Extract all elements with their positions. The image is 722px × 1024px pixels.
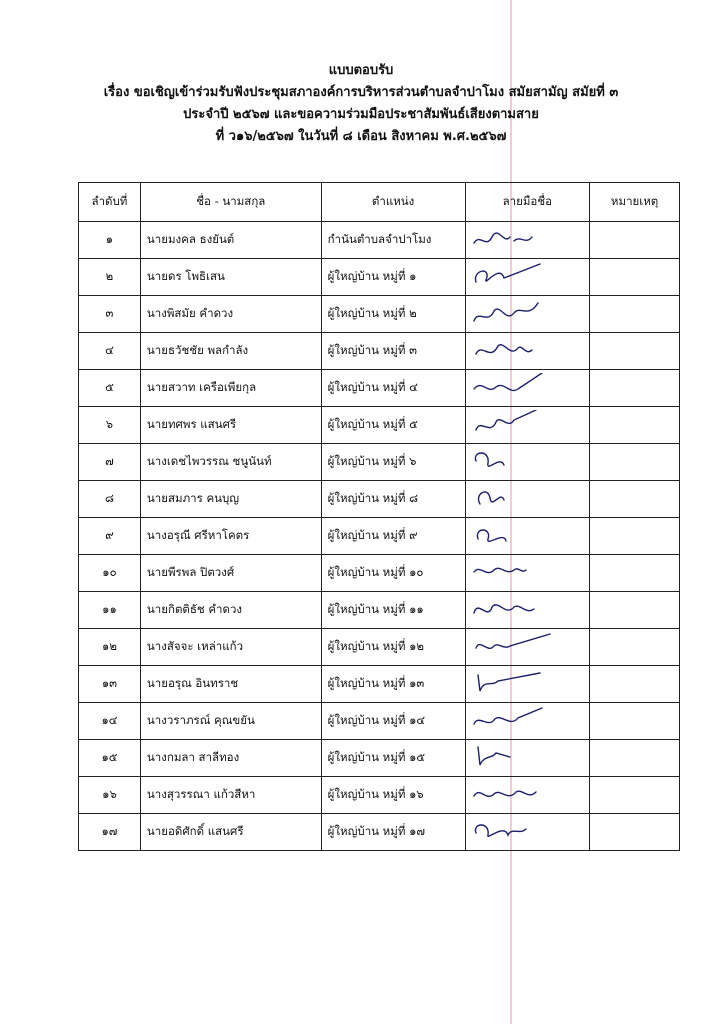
row-position: ผู้ใหญ่บ้าน หมู่ที่ ๑๐: [321, 555, 465, 592]
row-name: นางสุวรรณา แก้วสีหา: [140, 777, 321, 814]
row-number: ๓: [79, 296, 141, 333]
row-position: ผู้ใหญ่บ้าน หมู่ที่ ๓: [321, 333, 465, 370]
row-number: ๑๖: [79, 777, 141, 814]
table-row: [79, 740, 680, 777]
row-remark: [590, 296, 680, 333]
row-number: ๑๐: [79, 555, 141, 592]
header-signature: ลายมือชื่อ: [465, 183, 590, 222]
table-body: [79, 222, 680, 851]
row-name: นางสัจจะ เหล่าแก้ว: [140, 629, 321, 666]
row-remark: [590, 222, 680, 259]
handwritten-signature: [470, 262, 580, 292]
handwritten-signature: [470, 447, 580, 477]
table-row: [79, 444, 680, 481]
table-row: [79, 666, 680, 703]
row-signature: [465, 777, 590, 814]
handwritten-signature: [470, 595, 580, 625]
row-signature: [465, 555, 590, 592]
header-name: ชื่อ - นามสกุล: [140, 183, 321, 222]
handwritten-signature: [470, 373, 580, 403]
handwritten-signature: [470, 484, 580, 514]
table-row: [79, 629, 680, 666]
row-signature: [465, 296, 590, 333]
row-signature: [465, 703, 590, 740]
row-signature: [465, 592, 590, 629]
table-row: [79, 703, 680, 740]
row-signature: [465, 814, 590, 851]
row-signature: [465, 518, 590, 555]
attendance-table: [78, 182, 680, 851]
table-row: [79, 555, 680, 592]
row-number: ๑๕: [79, 740, 141, 777]
document-header: [0, 60, 722, 148]
row-remark: [590, 259, 680, 296]
handwritten-signature: [470, 669, 580, 699]
handwritten-signature: [470, 410, 580, 440]
row-number: ๕: [79, 370, 141, 407]
document-reference: ที่ ว๑๖/๒๕๖๗ ในวันที่ ๘ เดือน สิงหาคม พ.ศ.๒๕๖๗: [215, 129, 507, 144]
row-name: นางกมลา สาลีทอง: [140, 740, 321, 777]
row-position: ผู้ใหญ่บ้าน หมู่ที่ ๘: [321, 481, 465, 518]
row-signature: [465, 666, 590, 703]
document-subject: เรื่อง ขอเชิญเข้าร่วมรับฟังประชุมสภาองค์การบริหารส่วนตำบลจำปาโมง สมัยสามัญ สมัยที่ ๓: [103, 85, 619, 100]
row-name: นางเดชไพวรรณ ชนูนันท์: [140, 444, 321, 481]
row-name: นายกิตติธัช คำดวง: [140, 592, 321, 629]
handwritten-signature: [470, 706, 580, 736]
row-number: ๑๓: [79, 666, 141, 703]
row-signature: [465, 481, 590, 518]
row-number: ๑๒: [79, 629, 141, 666]
header-position: ตำแหน่ง: [321, 183, 465, 222]
table-row: [79, 333, 680, 370]
row-remark: [590, 592, 680, 629]
row-position: ผู้ใหญ่บ้าน หมู่ที่ ๑๕: [321, 740, 465, 777]
row-remark: [590, 481, 680, 518]
row-remark: [590, 814, 680, 851]
row-position: ผู้ใหญ่บ้าน หมู่ที่ ๖: [321, 444, 465, 481]
row-name: นายสมภาร คนบุญ: [140, 481, 321, 518]
row-remark: [590, 333, 680, 370]
row-signature: [465, 370, 590, 407]
row-position: ผู้ใหญ่บ้าน หมู่ที่ ๒: [321, 296, 465, 333]
row-signature: [465, 629, 590, 666]
row-remark: [590, 740, 680, 777]
row-position: ผู้ใหญ่บ้าน หมู่ที่ ๑๓: [321, 666, 465, 703]
row-name: นายมงคล ธงยันต์: [140, 222, 321, 259]
table-row: [79, 518, 680, 555]
row-position: ผู้ใหญ่บ้าน หมู่ที่ ๑๔: [321, 703, 465, 740]
row-signature: [465, 222, 590, 259]
table-row: [79, 592, 680, 629]
row-name: นางอรุณี ศรีหาโคตร: [140, 518, 321, 555]
table-row: [79, 259, 680, 296]
table-row: [79, 296, 680, 333]
row-remark: [590, 629, 680, 666]
row-signature: [465, 259, 590, 296]
row-name: นางวราภรณ์ คุณขยัน: [140, 703, 321, 740]
row-remark: [590, 370, 680, 407]
header-remark: หมายเหตุ: [590, 183, 680, 222]
table-row: [79, 407, 680, 444]
row-number: ๑๑: [79, 592, 141, 629]
row-remark: [590, 703, 680, 740]
handwritten-signature: [470, 299, 580, 329]
header-number: ลำดับที่: [79, 183, 141, 222]
row-number: ๑๔: [79, 703, 141, 740]
row-signature: [465, 444, 590, 481]
row-remark: [590, 518, 680, 555]
row-number: ๑๗: [79, 814, 141, 851]
row-position: ผู้ใหญ่บ้าน หมู่ที่ ๑๖: [321, 777, 465, 814]
row-name: นายสวาท เครือเพียกุล: [140, 370, 321, 407]
row-signature: [465, 407, 590, 444]
table-row: [79, 370, 680, 407]
handwritten-signature: [470, 336, 580, 366]
document-subject-line2: ประจำปี ๒๕๖๗ และขอความร่วมมือประชาสัมพันธ์เสียงตามสาย: [183, 107, 539, 122]
row-position: ผู้ใหญ่บ้าน หมู่ที่ ๙: [321, 518, 465, 555]
row-number: ๗: [79, 444, 141, 481]
handwritten-signature: [470, 225, 580, 255]
row-number: ๘: [79, 481, 141, 518]
row-signature: [465, 740, 590, 777]
table-row: [79, 777, 680, 814]
row-name: นายทศพร แสนศรี: [140, 407, 321, 444]
handwritten-signature: [470, 558, 580, 588]
row-name: นายธวัชชัย พลกำลัง: [140, 333, 321, 370]
table-row: [79, 481, 680, 518]
row-name: นายดร โพธิเสน: [140, 259, 321, 296]
row-remark: [590, 777, 680, 814]
row-number: ๙: [79, 518, 141, 555]
row-remark: [590, 666, 680, 703]
row-position: ผู้ใหญ่บ้าน หมู่ที่ ๑๑: [321, 592, 465, 629]
row-position: ผู้ใหญ่บ้าน หมู่ที่ ๔: [321, 370, 465, 407]
table-row: [79, 814, 680, 851]
row-position: ผู้ใหญ่บ้าน หมู่ที่ ๑๒: [321, 629, 465, 666]
handwritten-signature: [470, 632, 580, 662]
row-name: นายอดิศักดิ์ แสนศรี: [140, 814, 321, 851]
table-header-row: [79, 183, 680, 222]
row-signature: [465, 333, 590, 370]
row-position: ผู้ใหญ่บ้าน หมู่ที่ ๕: [321, 407, 465, 444]
row-position: ผู้ใหญ่บ้าน หมู่ที่ ๑: [321, 259, 465, 296]
table-row: [79, 222, 680, 259]
document-title: แบบตอบรับ: [328, 63, 394, 78]
handwritten-signature: [470, 817, 580, 847]
row-number: ๔: [79, 333, 141, 370]
row-number: ๖: [79, 407, 141, 444]
row-name: นายพีรพล ปิตวงศ์: [140, 555, 321, 592]
row-remark: [590, 444, 680, 481]
row-position: กำนันตำบลจำปาโมง: [321, 222, 465, 259]
row-name: นายอรุณ อินทราช: [140, 666, 321, 703]
row-remark: [590, 407, 680, 444]
row-name: นางพิสมัย คำดวง: [140, 296, 321, 333]
row-position: ผู้ใหญ่บ้าน หมู่ที่ ๑๗: [321, 814, 465, 851]
row-number: ๒: [79, 259, 141, 296]
row-number: ๑: [79, 222, 141, 259]
handwritten-signature: [470, 780, 580, 810]
handwritten-signature: [470, 743, 580, 773]
row-remark: [590, 555, 680, 592]
handwritten-signature: [470, 521, 580, 551]
